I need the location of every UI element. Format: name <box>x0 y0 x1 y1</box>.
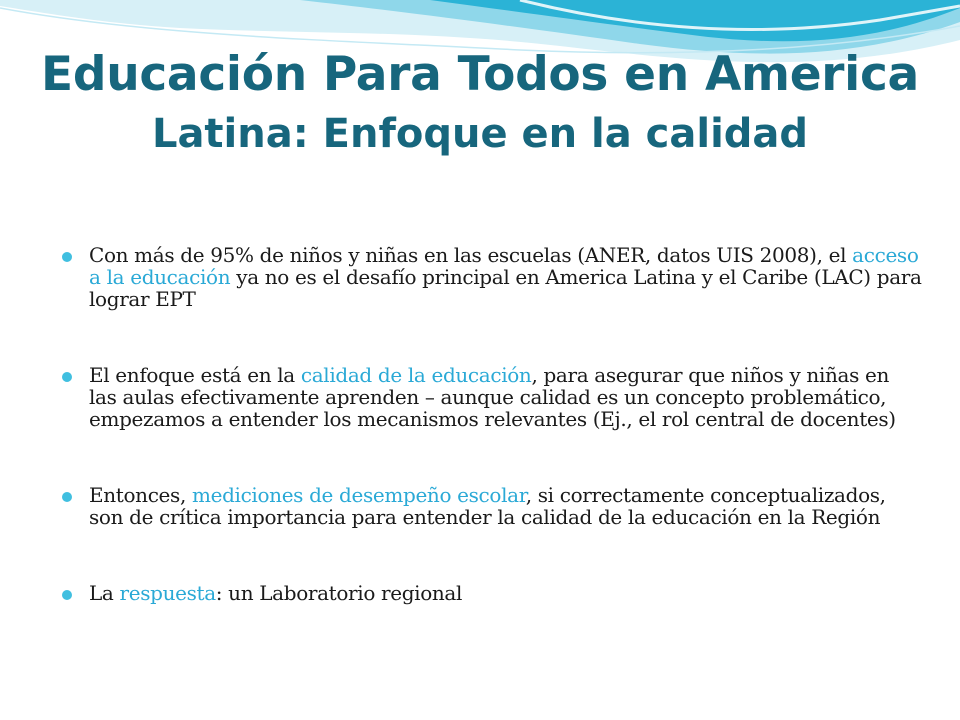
title-line-2: Latina: Enfoque en la calidad <box>151 110 809 157</box>
bullet-dot-icon <box>62 492 72 502</box>
bullet-item <box>62 364 922 430</box>
bullet-text: Entonces, <box>89 483 192 507</box>
bullet-text: , para asegurar que niños y niñas en las aulas efectivamente aprenden – aunque calidad es un concepto problemático, empezamos a entender los mecanismos relevantes (Ej., el rol central de docentes) <box>89 363 896 431</box>
bullet-text: Con más de 95% de niños y niñas en las escuelas (ANER, datos UIS 2008), el <box>89 243 853 267</box>
title-line-1: Educación Para Todos en America <box>41 47 919 102</box>
bullet-highlight: calidad de la educación <box>300 363 532 387</box>
bullet-item <box>62 484 922 528</box>
bullet-item <box>62 582 922 604</box>
bullet-highlight: mediciones de desempeño escolar <box>191 483 526 507</box>
bullet-dot-icon <box>62 252 72 262</box>
bullet-text: La <box>89 581 120 605</box>
bullet-list <box>62 244 922 604</box>
bullet-highlight: acceso a la educación <box>89 243 919 289</box>
bullet-text: ya no es el desafío principal en America Latina y el Caribe (LAC) para lograr EPT <box>89 265 922 311</box>
bullet-text: El enfoque está en la <box>89 363 301 387</box>
bullet-dot-icon <box>62 372 72 382</box>
bullet-highlight: respuesta <box>119 581 216 605</box>
bullet-item <box>62 244 922 310</box>
slide-title <box>40 46 920 159</box>
bullet-text: : un Laboratorio regional <box>215 581 463 605</box>
bullet-text: , si correctamente conceptualizados, son de crítica importancia para entender la calidad de la educación en la Región <box>89 483 886 529</box>
bullet-dot-icon <box>62 590 72 600</box>
